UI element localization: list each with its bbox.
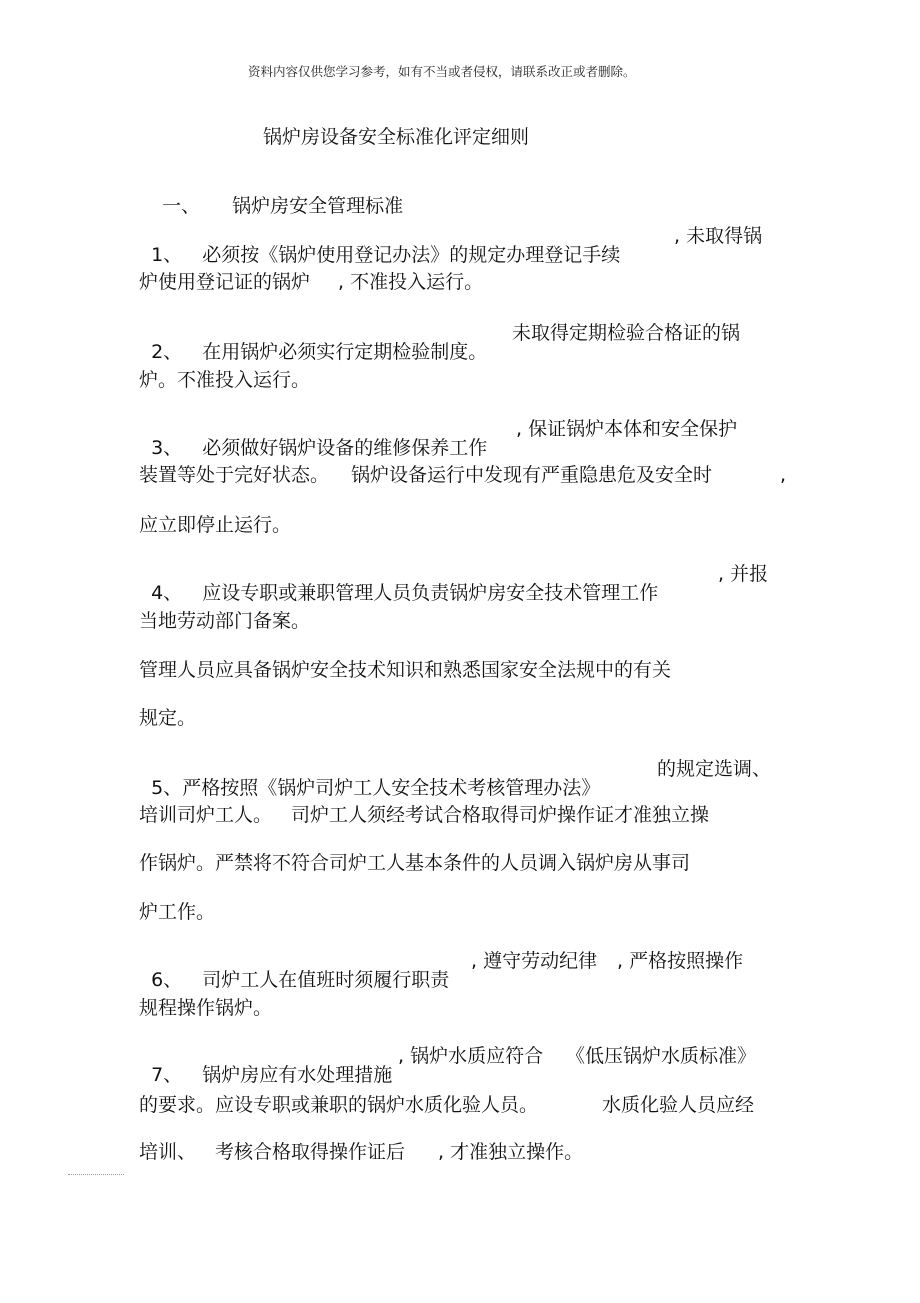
item-4-line-1 [139, 565, 658, 603]
item-text: 司炉工人在值班时须履行职责 [202, 969, 450, 991]
item-4-line-1-tail: , 并报 [718, 563, 769, 585]
item-6-line-1-tail: , 严格按照操作 [617, 950, 744, 972]
section-heading [150, 178, 403, 216]
item-7-line-2-tail: 水质化验人员应经 [602, 1094, 755, 1116]
item-5-line-1 [139, 760, 600, 798]
item-4-line-4: 规定。 [139, 707, 197, 729]
item-1-line-2-tail: , 不准投入运行。 [338, 271, 484, 293]
item-1-line-1-tail: , 未取得锅 [674, 225, 763, 247]
item-number: 6、 [151, 969, 183, 991]
item-3-line-2-tail: , [780, 464, 787, 486]
item-text: 锅炉房应有水处理措施 [202, 1064, 393, 1086]
item-2-line-2: 炉。不准投入运行。 [139, 369, 311, 391]
item-1-line-1 [139, 227, 620, 265]
item-3-line-1 [139, 420, 487, 458]
item-5-line-2-tail: 司炉工人须经考试合格取得司炉操作证才准独立操 [291, 804, 710, 826]
item-7-line-3-mid: 考核合格取得操作证后 [215, 1141, 406, 1163]
item-text: 应设专职或兼职管理人员负责锅炉房安全技术管理工作 [202, 582, 659, 604]
item-number: 1、 [151, 244, 183, 266]
section-number: 一、 [162, 195, 201, 217]
item-7-line-3: 培训、 [139, 1141, 197, 1163]
item-7-line-2: 的要求。应设专职或兼职的锅炉水质化验人员。 [139, 1094, 539, 1116]
item-text: 必须按《锅炉使用登记办法》的规定办理登记手续 [202, 244, 621, 266]
section-title: 锅炉房安全管理标准 [232, 195, 404, 217]
disclaimer-header: 资料内容仅供您学习参考，如有不当或者侵权，请联系改正或者删除。 [248, 64, 636, 79]
item-3-line-1-tail: , 保证锅炉本体和安全保护 [516, 418, 738, 440]
item-2-line-1-tail: 未取得定期检验合格证的锅 [512, 322, 741, 344]
item-6-line-1 [139, 952, 449, 990]
item-4-line-2: 当地劳动部门备案。 [139, 610, 311, 632]
item-5-line-1-tail: 的规定选调、 [657, 758, 772, 780]
item-3-line-2-mid: 锅炉设备运行中发现有严重隐患危及安全时 [351, 464, 713, 486]
document-title: 锅炉房设备安全标准化评定细则 [263, 126, 530, 148]
item-6-line-1-mid: , 遵守劳动纪律 [471, 950, 598, 972]
item-2-line-1 [139, 324, 487, 362]
item-text: 在用锅炉必须实行定期检验制度。 [202, 341, 488, 363]
footer-dotted-rule [68, 1174, 124, 1175]
item-4-line-3: 管理人员应具备锅炉安全技术知识和熟悉国家安全法规中的有关 [139, 659, 672, 681]
item-number: 7、 [151, 1064, 183, 1086]
item-7-line-1 [139, 1047, 392, 1085]
item-number: 3、 [151, 437, 183, 459]
item-text: 严格按照《锅炉司炉工人安全技术考核管理办法》 [182, 777, 601, 799]
item-number: 4、 [151, 582, 183, 604]
item-5-line-3: 作锅炉。严禁将不符合司炉工人基本条件的人员调入锅炉房从事司 [139, 852, 691, 874]
item-5-line-4: 炉工作。 [139, 901, 216, 923]
item-number: 5、 [151, 777, 183, 799]
item-number: 2、 [151, 341, 183, 363]
item-7-line-3-tail: , 才准独立操作。 [438, 1141, 584, 1163]
item-1-line-2: 炉使用登记证的锅炉 [139, 271, 311, 293]
item-3-line-2: 装置等处于完好状态。 [139, 464, 330, 486]
item-text: 必须做好锅炉设备的维修保养工作 [202, 437, 488, 459]
item-3-line-3: 应立即停止运行。 [139, 514, 292, 536]
item-7-line-1-mid: , 锅炉水质应符合 [398, 1045, 544, 1067]
item-5-line-2: 培训司炉工人。 [139, 804, 273, 826]
item-7-line-1-tail: 《低压锅炉水质标准》 [566, 1045, 757, 1067]
item-6-line-2: 规程操作锅炉。 [139, 997, 273, 1019]
